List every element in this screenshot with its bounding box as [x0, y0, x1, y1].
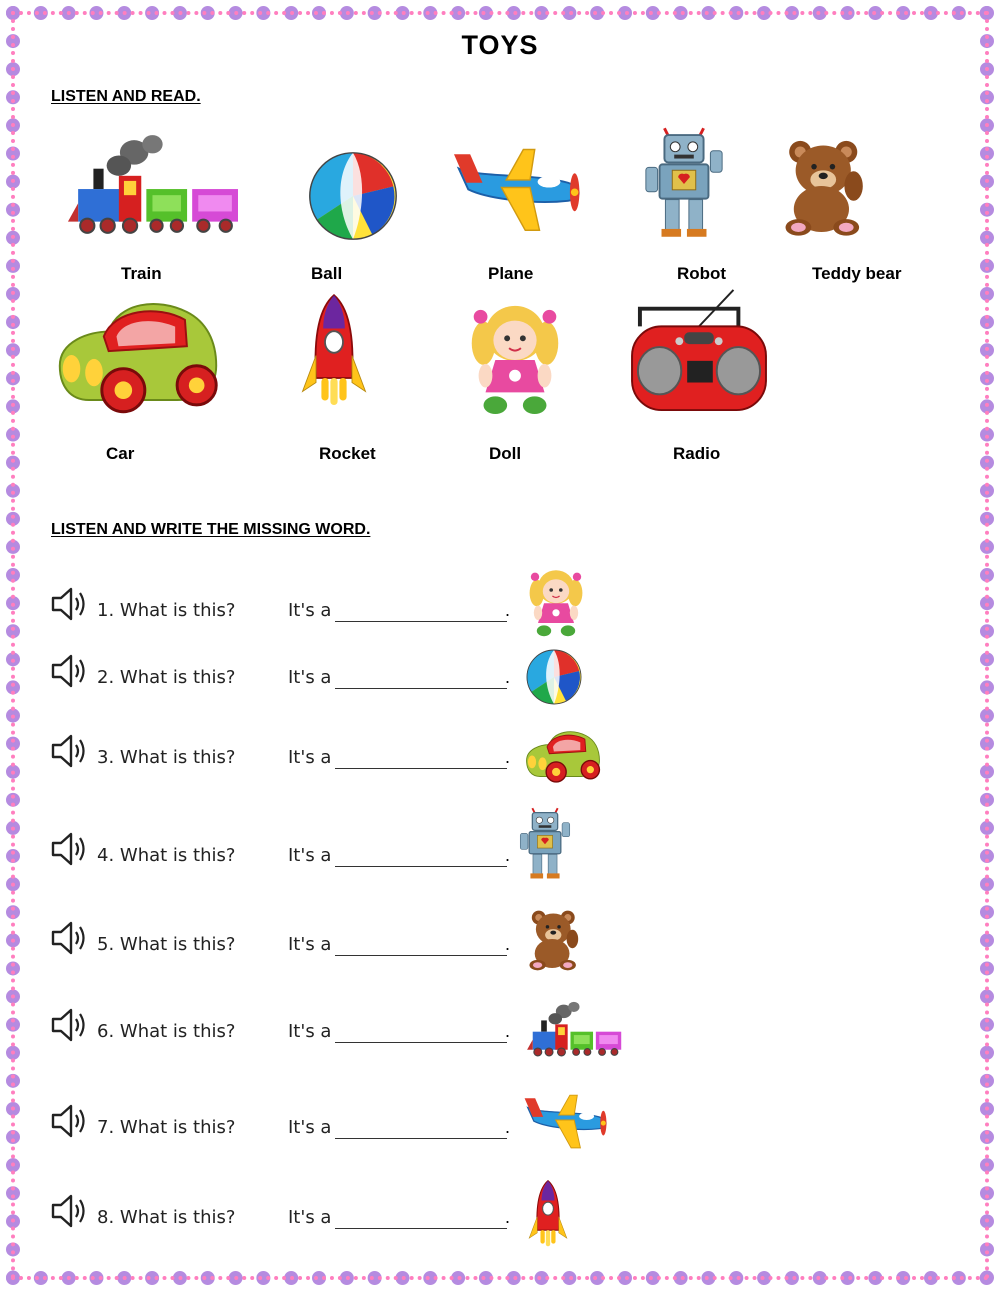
speaker-icon[interactable] — [50, 1007, 90, 1043]
exercise-row — [50, 914, 670, 1004]
toy-label-robot: Robot — [677, 264, 727, 283]
answer-period: . — [505, 600, 511, 620]
question-text: 3. What is this? — [97, 747, 236, 768]
answer-prefix: It's a — [288, 1207, 332, 1228]
answer-period: . — [505, 667, 511, 687]
toy-label-doll: Doll — [489, 444, 522, 463]
question-text: 8. What is this? — [97, 1207, 236, 1228]
exercise-row — [50, 1097, 670, 1187]
answer-period: . — [505, 1021, 511, 1041]
speaker-icon[interactable] — [50, 1193, 90, 1229]
robot-icon — [640, 123, 728, 241]
robot-icon — [516, 805, 574, 881]
answer-prefix: It's a — [288, 1117, 332, 1138]
speaker-icon[interactable] — [50, 831, 90, 867]
toy-label-plane: Plane — [488, 264, 534, 283]
answer-period: . — [505, 934, 511, 954]
answer-input[interactable] — [335, 746, 507, 769]
answer-input[interactable] — [335, 599, 507, 622]
answer-period: . — [505, 747, 511, 767]
answer-prefix: It's a — [288, 934, 332, 955]
exercise-row — [50, 645, 670, 735]
speaker-icon[interactable] — [50, 920, 90, 956]
radio-icon — [630, 287, 768, 415]
rocket-icon — [298, 287, 370, 415]
page-title: TOYS — [461, 30, 539, 60]
answer-prefix: It's a — [288, 667, 332, 688]
teddy-bear-icon — [780, 132, 872, 240]
toy-label-teddy-bear: Teddy bear — [812, 264, 902, 283]
answer-input[interactable] — [335, 1020, 507, 1043]
speaker-icon[interactable] — [50, 733, 90, 769]
train-icon — [523, 999, 627, 1061]
doll-icon — [456, 298, 574, 418]
speaker-icon[interactable] — [50, 586, 90, 622]
exercise-row — [50, 1187, 670, 1277]
answer-input[interactable] — [335, 1116, 507, 1139]
plane-icon — [448, 140, 593, 235]
answer-input[interactable] — [335, 844, 507, 867]
section-heading-write-missing-word: LISTEN AND WRITE THE MISSING WORD. — [51, 521, 371, 538]
question-text: 6. What is this? — [97, 1021, 236, 1042]
answer-input[interactable] — [335, 933, 507, 956]
toy-label-rocket: Rocket — [319, 444, 376, 463]
answer-prefix: It's a — [288, 845, 332, 866]
exercise-row — [50, 825, 670, 915]
toy-label-ball: Ball — [311, 264, 343, 283]
answer-input[interactable] — [335, 1206, 507, 1229]
answer-prefix: It's a — [288, 1021, 332, 1042]
teddy-bear-icon — [526, 906, 584, 972]
speaker-icon[interactable] — [50, 1103, 90, 1139]
answer-prefix: It's a — [288, 747, 332, 768]
train-icon — [62, 130, 247, 242]
question-text: 1. What is this? — [97, 600, 236, 621]
question-text: 2. What is this? — [97, 667, 236, 688]
rocket-icon — [522, 1179, 574, 1249]
toy-label-train: Train — [121, 264, 162, 283]
exercise-row — [50, 1001, 670, 1091]
answer-input[interactable] — [335, 666, 507, 689]
ball-icon — [305, 148, 401, 244]
question-text: 5. What is this? — [97, 934, 236, 955]
doll-icon — [520, 566, 592, 638]
answer-period: . — [505, 1207, 511, 1227]
question-text: 4. What is this? — [97, 845, 236, 866]
plane-icon — [520, 1089, 616, 1151]
answer-period: . — [505, 845, 511, 865]
toy-label-radio: Radio — [673, 444, 721, 463]
exercise-row — [50, 727, 670, 817]
toy-label-car: Car — [106, 444, 135, 463]
car-icon — [50, 292, 226, 420]
answer-prefix: It's a — [288, 600, 332, 621]
section-heading-listen-and-read: LISTEN AND READ. — [51, 88, 201, 105]
speaker-icon[interactable] — [50, 653, 90, 689]
car-icon — [522, 725, 604, 787]
ball-icon — [524, 647, 584, 707]
question-text: 7. What is this? — [97, 1117, 236, 1138]
answer-period: . — [505, 1117, 511, 1137]
